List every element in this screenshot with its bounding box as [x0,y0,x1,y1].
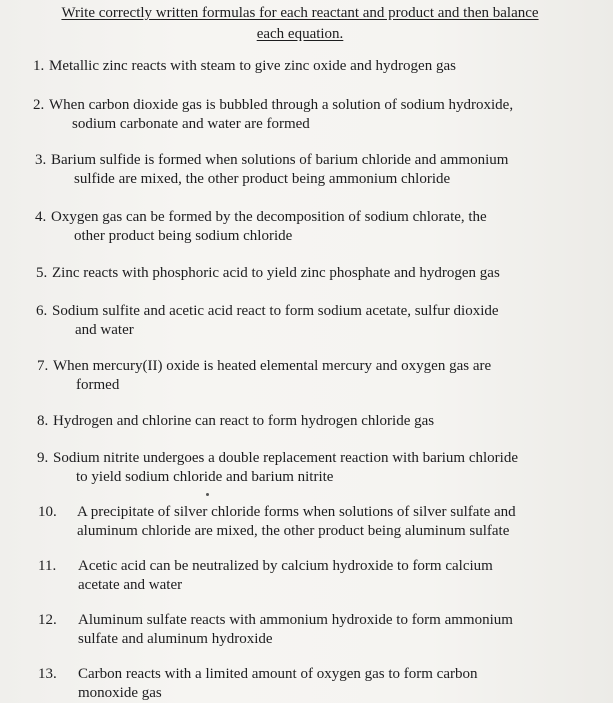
question-text: Sodium sulfite and acetic acid react to form sodium acetate, sulfur dioxide [52,303,499,319]
question-text: to yield sodium chloride and barium nitrite [76,469,334,485]
question-number: 9. [37,450,49,466]
question-text: monoxide gas [78,685,162,701]
question-text: sulfate and aluminum hydroxide [78,631,273,647]
question-text: formed [76,377,120,393]
question-number: 2. [33,97,45,113]
question-text: Acetic acid can be neutralized by calcium hydroxide to form calcium [78,558,493,574]
paper-speck [206,493,209,496]
question-text: When mercury(II) oxide is heated elemental mercury and oxygen gas are [53,358,492,374]
question-text: Hydrogen and chlorine can react to form hydrogen chloride gas [53,413,435,429]
question-number: 4. [35,209,47,225]
question-text: Aluminum sulfate reacts with ammonium hydroxide to form ammonium [78,612,513,628]
question-text: Carbon reacts with a limited amount of oxygen gas to form carbon [78,666,478,682]
question-text: Metallic zinc reacts with steam to give zinc oxide and hydrogen gas [49,58,456,74]
question-text: aluminum chloride are mixed, the other product being aluminum sulfate [77,523,510,539]
question-text: other product being sodium chloride [74,228,293,244]
question-text: Sodium nitrite undergoes a double replacement reaction with barium chloride [53,450,518,466]
question-number: 3. [35,152,47,168]
question-text: sodium carbonate and water are formed [72,116,310,132]
question-number: 11. [38,558,57,574]
question-text: and water [75,322,134,338]
question-text: sulfide are mixed, the other product being ammonium chloride [74,171,451,187]
question-text: Zinc reacts with phosphoric acid to yield zinc phosphate and hydrogen gas [52,265,500,281]
question-text: When carbon dioxide gas is bubbled through a solution of sodium hydroxide, [49,97,514,113]
question-text: A precipitate of silver chloride forms when solutions of silver sulfate and [77,504,516,520]
question-text: acetate and water [78,577,183,593]
question-number: 13. [38,666,57,682]
question-number: 12. [38,612,57,628]
question-number: 7. [37,358,49,374]
question-text: Oxygen gas can be formed by the decomposition of sodium chlorate, the [51,209,487,225]
question-number: 5. [36,265,48,281]
question-text: Barium sulfide is formed when solutions of barium chloride and ammonium [51,152,509,168]
question-number: 10. [38,504,57,520]
question-number: 6. [36,303,48,319]
question-number: 1. [33,58,45,74]
question-number: 8. [37,413,49,429]
instructions-line-2: each equation. [256,26,344,42]
instructions-heading [0,3,600,23]
instructions-line-1: Write correctly written formulas for each reactant and product and then balance [61,5,539,21]
